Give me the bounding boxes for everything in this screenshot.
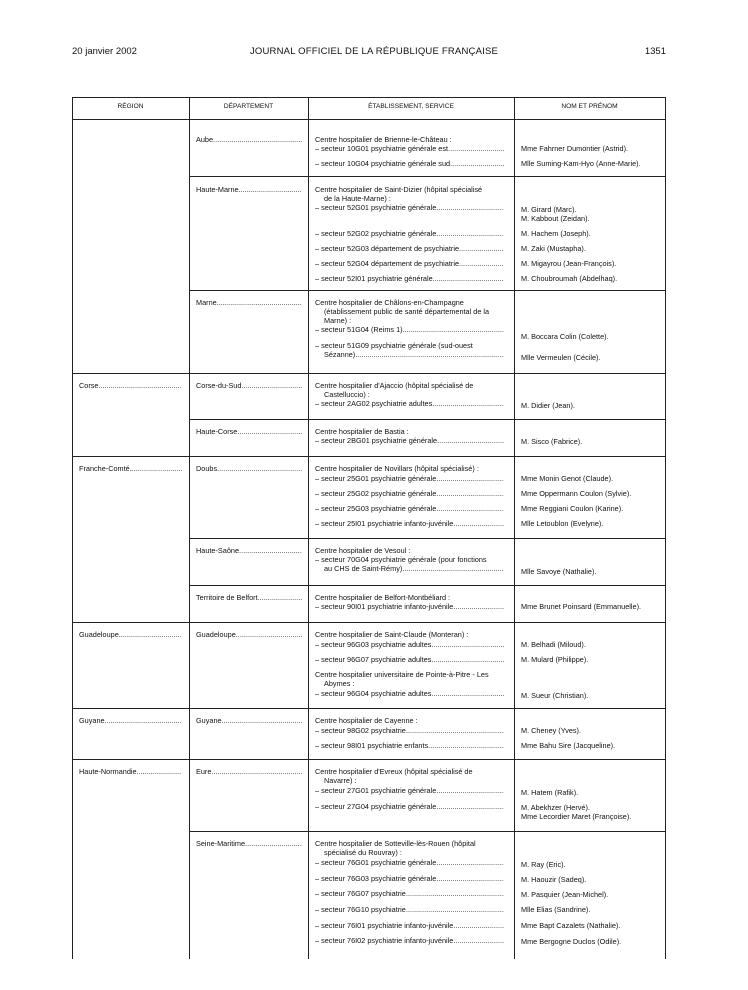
nom-cell — [521, 437, 582, 446]
etablissement-line-text: au CHS de Saint-Rémy) — [324, 564, 403, 573]
dot-leader — [239, 185, 302, 194]
nom-cell-text: M. Cheney (Yves). — [521, 726, 582, 735]
etablissement-line — [315, 436, 504, 445]
etablissement-line — [315, 874, 504, 883]
dot-leader — [217, 464, 302, 473]
etablissement-line-text: – secteur 96G03 psychiatrie adultes — [315, 640, 432, 649]
nom-cell — [521, 890, 608, 899]
etablissement-line-text: – secteur 27G04 psychiatrie générale — [315, 802, 437, 811]
departement-cell — [196, 546, 302, 555]
departement-cell — [196, 767, 302, 776]
region-divider — [72, 759, 665, 760]
nom-cell-text: Mlle Suming-Kam-Hyo (Anne-Marie). — [521, 159, 641, 168]
etablissement-line — [315, 726, 504, 735]
etablissement-line-text: – secteur 76G01 psychiatrie générale — [315, 858, 437, 867]
etablissement-line-text: – secteur 76I01 psychiatrie infanto-juvénile — [315, 921, 454, 930]
departement-cell-text: Aube — [196, 135, 214, 144]
etablissement-line-text: – secteur 25G01 psychiatrie générale — [315, 474, 437, 483]
dot-leader — [402, 564, 504, 573]
nom-cell — [521, 655, 588, 664]
etablissement-line — [315, 474, 504, 483]
departement-cell-text: Doubs — [196, 464, 218, 473]
nom-cell-text: Mlle Elias (Sandrine). — [521, 905, 591, 914]
etablissement-line-text: – secteur 96G07 psychiatrie adultes — [315, 655, 432, 664]
etablissement-line — [315, 399, 504, 408]
column-divider-2 — [308, 97, 309, 959]
nom-cell-text: M. Abekhzer (Hervé). — [521, 803, 590, 812]
nom-cell-text: Mlle Letoublon (Evelyne). — [521, 519, 604, 528]
etablissement-line-text: Centre hospitalier de Novillars (hôpital spécialisé) : — [315, 464, 479, 473]
etablissement-line-text: – secteur 51G04 (Reims 1) — [315, 325, 403, 334]
etablissement-line — [315, 655, 504, 664]
nom-cell — [521, 259, 616, 268]
dot-leader — [436, 474, 504, 483]
dot-leader — [105, 716, 182, 725]
etablissement-line — [315, 244, 504, 253]
dot-leader — [436, 229, 504, 238]
etablissement-line-text: Centre hospitalier de Vesoul : — [315, 546, 411, 555]
etablissement-line-text: Centre hospitalier de Sotteville-lès-Rouen (hôpital — [315, 839, 476, 848]
region-cell — [79, 716, 182, 725]
dot-leader — [436, 874, 504, 883]
departement-cell — [196, 185, 302, 194]
nom-cell-text: M. Haouzir (Sadeq). — [521, 875, 587, 884]
nom-cell — [521, 640, 586, 649]
etablissement-line-text: Centre hospitalier de Bastia : — [315, 427, 409, 436]
nom-cell-text: Mlle Vermeulen (Cécile). — [521, 353, 601, 362]
column-divider-1 — [189, 97, 190, 959]
nom-cell — [521, 741, 615, 750]
dot-leader — [436, 858, 504, 867]
etablissement-line — [315, 504, 504, 513]
etablissement-line — [324, 350, 504, 359]
dot-leader — [436, 786, 504, 795]
region-cell — [79, 381, 182, 390]
dot-leader — [406, 905, 504, 914]
region-cell-text: Guadeloupe — [79, 630, 119, 639]
nom-cell — [521, 274, 617, 283]
etablissement-line-text: Navarre) : — [324, 776, 357, 785]
etablissement-line-text: – secteur 25I01 psychiatrie infanto-juvénile — [315, 519, 454, 528]
dot-leader — [119, 630, 182, 639]
dot-leader — [236, 630, 302, 639]
etablissement-line — [315, 889, 504, 898]
dot-leader — [453, 602, 504, 611]
dot-leader — [428, 741, 504, 750]
departement-cell-text: Guadeloupe — [196, 630, 236, 639]
region-divider — [72, 456, 665, 457]
etablissement-line — [324, 194, 391, 203]
etablissement-line — [324, 564, 504, 573]
etablissement-line-text: – secteur 52G01 psychiatrie générale — [315, 203, 437, 212]
nom-cell — [521, 229, 591, 238]
etablissement-line-text: – secteur 52I01 psychiatrie générale — [315, 274, 433, 283]
etablissement-line-text: Marne) : — [324, 316, 352, 325]
departement-cell-text: Eure — [196, 767, 212, 776]
table-border-left — [72, 97, 73, 959]
dot-leader — [211, 767, 302, 776]
departement-cell-text: Marne — [196, 298, 217, 307]
dot-leader — [355, 350, 504, 359]
nom-cell-text: M. Choubroumah (Abdelhaq). — [521, 274, 618, 283]
nom-cell — [521, 489, 631, 498]
etablissement-line — [315, 741, 504, 750]
etablissement-line-text: – secteur 27G01 psychiatrie générale — [315, 786, 437, 795]
etablissement-line — [315, 381, 473, 390]
etablissement-line — [315, 670, 489, 679]
region-cell — [79, 630, 182, 639]
etablissement-line — [315, 767, 473, 776]
dot-leader — [239, 546, 302, 555]
etablissement-line — [315, 936, 504, 945]
etablissement-line — [315, 602, 504, 611]
etablissement-line — [315, 716, 418, 725]
etablissement-line — [315, 298, 464, 307]
nom-cell-text: Mme Reggiani Coulon (Karine). — [521, 504, 624, 513]
region-cell-text: Haute-Normandie — [79, 767, 137, 776]
etablissement-line — [315, 555, 487, 564]
nom-cell — [521, 567, 596, 576]
region-cell-text: Guyane — [79, 716, 105, 725]
region-cell — [79, 464, 182, 473]
etablissement-line-text: – secteur 51G09 psychiatrie générale (sud-ouest — [315, 341, 473, 350]
etablissement-line-text: – secteur 76G07 psychiatrie — [315, 889, 406, 898]
department-divider — [189, 290, 665, 291]
region-divider — [72, 708, 665, 709]
etablissement-line — [315, 489, 504, 498]
etablissement-line-text: Castelluccio) : — [324, 390, 370, 399]
etablissement-line — [315, 259, 504, 268]
etablissement-line — [324, 307, 489, 316]
dot-leader — [450, 159, 504, 168]
etablissement-line-text: de la Haute-Marne) : — [324, 194, 391, 203]
etablissement-line — [315, 921, 504, 930]
dot-leader — [245, 839, 302, 848]
dot-leader — [98, 381, 182, 390]
nom-cell — [521, 504, 623, 513]
nom-cell-text: Mlle Savoye (Nathalie). — [521, 567, 597, 576]
departement-cell-text: Territoire de Belfort — [196, 593, 258, 602]
column-header-region: RÉGION — [117, 103, 144, 110]
etablissement-line-text: Centre hospitalier d'Ajaccio (hôpital spécialisé de — [315, 381, 474, 390]
nom-cell — [521, 353, 600, 362]
etablissement-line — [324, 848, 402, 857]
dot-leader — [241, 381, 302, 390]
departement-cell — [196, 381, 302, 390]
etablissement-line — [324, 776, 356, 785]
departement-cell-text: Corse-du-Sud — [196, 381, 242, 390]
departement-cell — [196, 839, 302, 848]
nom-cell-text: M. Kabbout (Zeidan). — [521, 214, 590, 223]
etablissement-line-text: – secteur 98G02 psychiatrie — [315, 726, 406, 735]
etablissement-line-text: – secteur 70G04 psychiatrie générale (pour fonctions — [315, 555, 487, 564]
dot-leader — [222, 716, 302, 725]
etablissement-line-text: – secteur 76G03 psychiatrie générale — [315, 874, 437, 883]
etablissement-line — [315, 144, 504, 153]
etablissement-line-text: Centre hospitalier de Cayenne : — [315, 716, 418, 725]
etablissement-line — [315, 689, 504, 698]
etablissement-line — [315, 135, 452, 144]
etablissement-line — [315, 427, 409, 436]
dot-leader — [258, 593, 302, 602]
etablissement-line — [315, 839, 476, 848]
etablissement-line-text: – secteur 76G10 psychiatrie — [315, 905, 406, 914]
dot-leader — [436, 489, 504, 498]
departement-cell — [196, 716, 302, 725]
etablissement-line — [315, 203, 504, 212]
nom-cell-text: Mme Brunet Poinsard (Emmanuelle). — [521, 602, 642, 611]
etablissement-line-text: Abymes : — [324, 679, 355, 688]
region-cell — [79, 767, 182, 776]
nom-cell-text: Mme Bapt Cazalets (Nathalie). — [521, 921, 621, 930]
dot-leader — [130, 464, 182, 473]
departement-cell — [196, 427, 302, 436]
dot-leader — [137, 767, 182, 776]
dot-leader — [436, 802, 504, 811]
etablissement-line-text: – secteur 96G04 psychiatrie adultes — [315, 689, 432, 698]
etablissement-line — [315, 519, 504, 528]
nom-cell — [521, 812, 631, 821]
nom-cell-text: M. Ray (Eric). — [521, 860, 566, 869]
dot-leader — [432, 399, 504, 408]
etablissement-line-text: – secteur 76I02 psychiatrie infanto-juvénile — [315, 936, 454, 945]
dot-leader — [431, 655, 504, 664]
nom-cell — [521, 788, 578, 797]
nom-cell — [521, 905, 590, 914]
etablissement-line — [324, 316, 351, 325]
nom-cell-text: M. Sisco (Fabrice). — [521, 437, 583, 446]
nom-cell — [521, 332, 609, 341]
departement-cell — [196, 298, 302, 307]
nom-cell-text: M. Zaki (Mustapha). — [521, 244, 586, 253]
etablissement-line-text: Sézanne) — [324, 350, 356, 359]
header-date: 20 janvier 2002 — [72, 46, 137, 57]
departement-cell-text: Seine-Maritime — [196, 839, 246, 848]
nom-cell — [521, 519, 603, 528]
departement-cell-text: Guyane — [196, 716, 222, 725]
dot-leader — [453, 921, 504, 930]
departement-cell-text: Haute-Corse — [196, 427, 238, 436]
header-title: JOURNAL OFFICIEL DE LA RÉPUBLIQUE FRANÇAISE — [249, 46, 499, 57]
nom-cell-text: M. Pasquier (Jean-Michel). — [521, 890, 609, 899]
etablissement-line-text: spécialisé du Rouvray) : — [324, 848, 402, 857]
nom-cell-text: Mme Bahu Sire (Jacqueline). — [521, 741, 616, 750]
dot-leader — [403, 325, 504, 334]
region-cell-text: Corse — [79, 381, 99, 390]
etablissement-line — [315, 464, 479, 473]
etablissement-line-text: – secteur 90I01 psychiatrie infanto-juvénile — [315, 602, 454, 611]
etablissement-line-text: – secteur 2BG01 psychiatrie générale — [315, 436, 438, 445]
nom-cell-text: M. Hachem (Joseph). — [521, 229, 591, 238]
nom-cell — [521, 244, 586, 253]
nom-cell-text: Mme Bergogne Duclos (Odile). — [521, 937, 622, 946]
etablissement-line — [315, 341, 473, 350]
departement-cell — [196, 464, 302, 473]
nom-cell — [521, 875, 586, 884]
dot-leader — [459, 259, 504, 268]
nom-cell — [521, 726, 581, 735]
nom-cell-text: Mme Oppermann Coulon (Sylvie). — [521, 489, 632, 498]
dot-leader — [453, 519, 504, 528]
nom-cell — [521, 860, 566, 869]
nom-cell-text: M. Belhadi (Miloud). — [521, 640, 586, 649]
nom-cell — [521, 144, 628, 153]
department-divider — [189, 831, 665, 832]
dot-leader — [217, 298, 302, 307]
nom-cell — [521, 937, 621, 946]
nom-cell-text: M. Migayrou (Jean-François). — [521, 259, 617, 268]
etablissement-line — [315, 159, 504, 168]
region-divider — [72, 622, 665, 623]
department-divider — [189, 585, 665, 586]
etablissement-line — [315, 546, 410, 555]
table-top-border — [72, 97, 665, 98]
dot-leader — [436, 203, 504, 212]
nom-cell-text: M. Boccara Colin (Colette). — [521, 332, 609, 341]
nom-cell — [521, 691, 588, 700]
etablissement-line — [315, 802, 504, 811]
column-header-departement: DÉPARTEMENT — [223, 103, 274, 110]
page-number: 1351 — [644, 46, 666, 57]
etablissement-line-text: – secteur 52G02 psychiatrie générale — [315, 229, 437, 238]
etablissement-line — [315, 786, 504, 795]
dot-leader — [433, 274, 504, 283]
nom-cell — [521, 921, 620, 930]
appointments-table — [72, 97, 665, 959]
etablissement-line — [315, 325, 504, 334]
etablissement-line-text: Centre hospitalier de Brienne-le-Château : — [315, 135, 452, 144]
dot-leader — [436, 504, 504, 513]
departement-cell-text: Haute-Saône — [196, 546, 240, 555]
dot-leader — [237, 427, 302, 436]
department-divider — [189, 419, 665, 420]
dot-leader — [431, 689, 504, 698]
etablissement-line-text: – secteur 52G04 département de psychiatrie — [315, 259, 459, 268]
nom-cell — [521, 474, 613, 483]
nom-cell — [521, 803, 590, 812]
departement-cell — [196, 135, 302, 144]
dot-leader — [431, 640, 504, 649]
etablissement-line-text: – secteur 52G03 département de psychiatrie — [315, 244, 459, 253]
dot-leader — [448, 144, 504, 153]
dot-leader — [406, 889, 504, 898]
region-cell-text: Franche-Comté — [79, 464, 130, 473]
etablissement-line-text: Centre hospitalier de Saint-Dizier (hôpital spécialisé — [315, 185, 483, 194]
table-border-right — [665, 97, 666, 959]
nom-cell — [521, 602, 641, 611]
etablissement-line — [324, 390, 370, 399]
etablissement-line — [315, 630, 468, 639]
etablissement-line-text: Centre hospitalier d'Evreux (hôpital spécialisé de — [315, 767, 473, 776]
nom-cell — [521, 401, 575, 410]
etablissement-line-text: – secteur 2AG02 psychiatrie adultes — [315, 399, 433, 408]
nom-cell-text: Mme Monin Genot (Claude). — [521, 474, 614, 483]
dot-leader — [406, 726, 504, 735]
etablissement-line-text: – secteur 25G02 psychiatrie générale — [315, 489, 437, 498]
departement-cell — [196, 630, 302, 639]
nom-cell — [521, 214, 590, 223]
department-divider — [189, 176, 665, 177]
etablissement-line-text: – secteur 25G03 psychiatrie générale — [315, 504, 437, 513]
dot-leader — [437, 436, 504, 445]
etablissement-line-text: Centre hospitalier de Châlons-en-Champagne — [315, 298, 464, 307]
etablissement-line — [324, 679, 354, 688]
etablissement-line-text: Centre hospitalier de Belfort-Montbéliard : — [315, 593, 451, 602]
nom-cell-text: M. Girard (Marc). — [521, 205, 577, 214]
etablissement-line-text: Centre hospitalier universitaire de Pointe-à-Pitre - Les — [315, 670, 489, 679]
etablissement-line — [315, 274, 504, 283]
etablissement-line — [315, 185, 482, 194]
etablissement-line — [315, 905, 504, 914]
department-divider — [189, 538, 665, 539]
nom-cell-text: M. Hatem (Rafik). — [521, 788, 579, 797]
nom-cell — [521, 205, 577, 214]
nom-cell-text: M. Sueur (Christian). — [521, 691, 589, 700]
column-header-nom: NOM ET PRÉNOM — [561, 103, 618, 110]
nom-cell-text: Mme Fahrner Dumontier (Astrid). — [521, 144, 629, 153]
dot-leader — [459, 244, 504, 253]
region-divider — [72, 373, 665, 374]
etablissement-line — [315, 229, 504, 238]
column-header-etablissement: ÉTABLISSEMENT, SERVICE — [368, 103, 454, 110]
etablissement-line-text: – secteur 10G01 psychiatrie générale est — [315, 144, 449, 153]
etablissement-line-text: – secteur 10G04 psychiatrie générale sud — [315, 159, 451, 168]
etablissement-line-text: Centre hospitalier de Saint-Claude (Monteran) : — [315, 630, 469, 639]
etablissement-line — [315, 640, 504, 649]
dot-leader — [453, 936, 504, 945]
column-divider-3 — [514, 97, 515, 959]
departement-cell-text: Haute-Marne — [196, 185, 239, 194]
nom-cell-text: Mme Lecordier Maret (Françoise). — [521, 812, 632, 821]
nom-cell-text: M. Mulard (Philippe). — [521, 655, 589, 664]
etablissement-line — [315, 858, 504, 867]
etablissement-line-text: (établissement public de santé départemental de la — [324, 307, 490, 316]
nom-cell-text: M. Didier (Jean). — [521, 401, 575, 410]
nom-cell — [521, 159, 641, 168]
etablissement-line — [315, 593, 450, 602]
header-underline — [72, 119, 665, 120]
etablissement-line-text: – secteur 98I01 psychiatrie enfants — [315, 741, 429, 750]
departement-cell — [196, 593, 302, 602]
dot-leader — [213, 135, 302, 144]
